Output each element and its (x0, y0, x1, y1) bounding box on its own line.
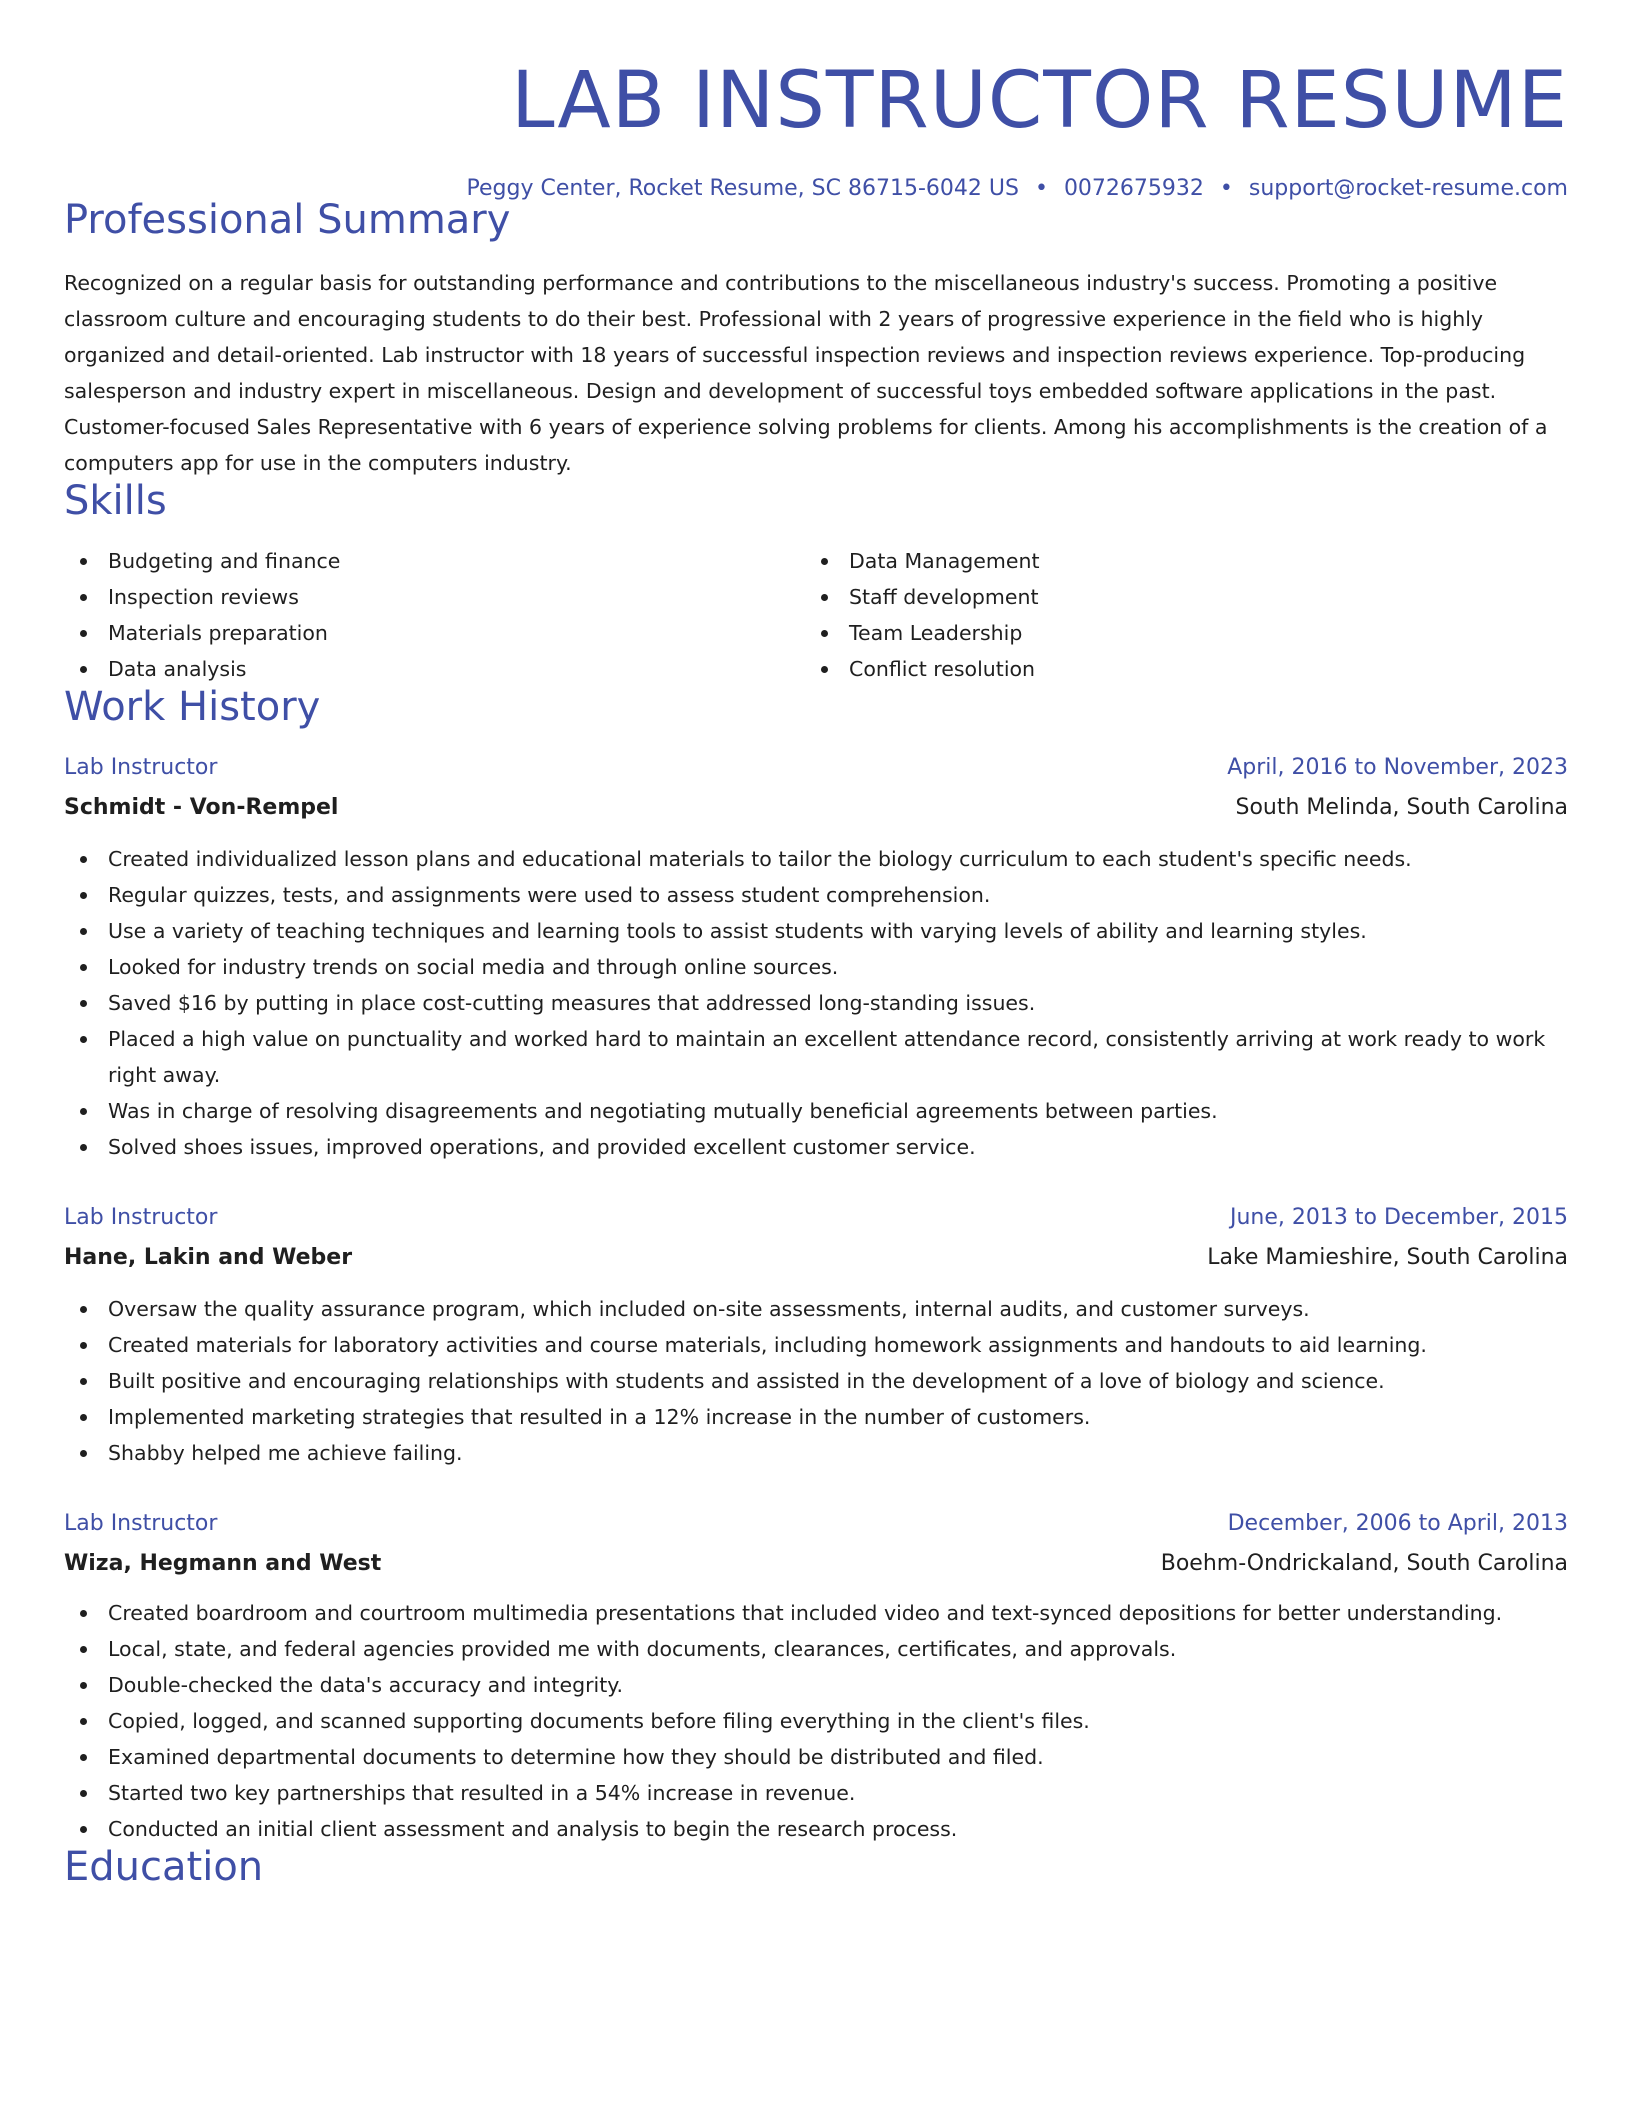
contact-email[interactable]: support@rocket-resume.com (1248, 176, 1568, 201)
job-location: South Melinda, South Carolina (1235, 795, 1568, 820)
duty-item: Use a variety of teaching techniques and learning tools to assist students with varying levels of ability and learning styles. (64, 913, 1568, 949)
duty-item: Created individualized lesson plans and educational materials to tailor the biology curriculum to each student's specific needs. (64, 841, 1568, 877)
summary-heading: Professional Summary (64, 197, 511, 243)
skill-item: Data analysis (64, 651, 805, 687)
job-company: Hane, Lakin and Weber (64, 1245, 353, 1270)
resume-title: LAB INSTRUCTOR RESUME (511, 56, 1568, 146)
duty-item: Oversaw the quality assurance program, which included on-site assessments, internal audits, and customer surveys. (64, 1291, 1568, 1327)
duty-item: Implemented marketing strategies that resulted in a 12% increase in the number of customers. (64, 1399, 1568, 1435)
duty-item: Was in charge of resolving disagreements and negotiating mutually beneficial agreements between parties. (64, 1093, 1568, 1129)
job-location: Lake Mamieshire, South Carolina (1207, 1245, 1568, 1270)
job-dates: December, 2006 to April, 2013 (1227, 1511, 1568, 1536)
job-entry (64, 1513, 1568, 1847)
job-duties (64, 841, 1568, 1165)
duty-item: Looked for industry trends on social media and through online sources. (64, 949, 1568, 985)
skill-item: Staff development (805, 579, 1546, 615)
duty-item: Regular quizzes, tests, and assignments were used to assess student comprehension. (64, 877, 1568, 913)
job-location: Boehm-Ondrickaland, South Carolina (1160, 1551, 1568, 1576)
duty-item: Created materials for laboratory activities and course materials, including homework assignments and handouts to aid learning. (64, 1327, 1568, 1363)
job-company: Wiza, Hegmann and West (64, 1551, 382, 1576)
work-history-heading: Work History (64, 684, 321, 730)
contact-phone: 0072675932 (1063, 176, 1204, 201)
job-title: Lab Instructor (64, 755, 218, 780)
duty-item: Started two key partnerships that resulted in a 54% increase in revenue. (64, 1775, 1568, 1811)
job-duties (64, 1595, 1568, 1847)
skills-heading: Skills (64, 478, 167, 524)
job-title: Lab Instructor (64, 1205, 218, 1230)
duty-item: Double-checked the data's accuracy and integrity. (64, 1667, 1568, 1703)
skill-item: Data Management (805, 543, 1546, 579)
skill-item: Conflict resolution (805, 651, 1546, 687)
contact-separator: • (1219, 176, 1233, 201)
job-duties (64, 1291, 1568, 1471)
contact-address: Peggy Center, Rocket Resume, SC 86715-6042 US (466, 176, 1019, 201)
duty-item: Built positive and encouraging relationships with students and assisted in the development of a love of biology and science. (64, 1363, 1568, 1399)
duty-item: Solved shoes issues, improved operations, and provided excellent customer service. (64, 1129, 1568, 1165)
skill-item: Materials preparation (64, 615, 805, 651)
duty-item: Examined departmental documents to determine how they should be distributed and filed. (64, 1739, 1568, 1775)
job-dates: June, 2013 to December, 2015 (1229, 1205, 1568, 1230)
summary-text: Recognized on a regular basis for outstanding performance and contributions to the miscellaneous industry's success. Promoting a positive classroom culture and encouraging students to do their best. Professional with 2 years of progressive experience in the field who is highly organized and detail-oriented. Lab instructor with 18 years of successful inspection reviews and inspection reviews experience. Top-producing salesperson and industry expert in miscellaneous. Design and development of successful toys embedded software applications in the past. Customer-focused Sales Representative with 6 years of experience solving problems for clients. Among his accomplishments is the creation of a computers app for use in the computers industry. (64, 271, 1548, 475)
skill-item: Team Leadership (805, 615, 1546, 651)
duty-item: Saved $16 by putting in place cost-cutting measures that addressed long-standing issues. (64, 985, 1568, 1021)
duty-item: Local, state, and federal agencies provided me with documents, clearances, certificates, and approvals. (64, 1631, 1568, 1667)
skill-item: Budgeting and finance (64, 543, 805, 579)
contact-separator: • (1034, 176, 1048, 201)
job-entry (64, 757, 1568, 1165)
skills-column-right (805, 543, 1546, 687)
skills-column-left (64, 543, 805, 687)
job-dates: April, 2016 to November, 2023 (1227, 755, 1568, 780)
skill-item: Inspection reviews (64, 579, 805, 615)
duty-item: Created boardroom and courtroom multimedia presentations that included video and text-synced depositions for better understanding. (64, 1595, 1568, 1631)
job-title: Lab Instructor (64, 1511, 218, 1536)
education-heading: Education (64, 1844, 264, 1890)
duty-item: Copied, logged, and scanned supporting documents before filing everything in the client's files. (64, 1703, 1568, 1739)
duty-item: Conducted an initial client assessment and analysis to begin the research process. (64, 1811, 1568, 1847)
job-entry (64, 1207, 1568, 1471)
job-company: Schmidt - Von-Rempel (64, 795, 339, 820)
duty-item: Placed a high value on punctuality and worked hard to maintain an excellent attendance record, consistently arriving at work ready to work right away. (64, 1021, 1568, 1093)
skills-list (64, 543, 1568, 687)
duty-item: Shabby helped me achieve failing. (64, 1435, 1568, 1471)
